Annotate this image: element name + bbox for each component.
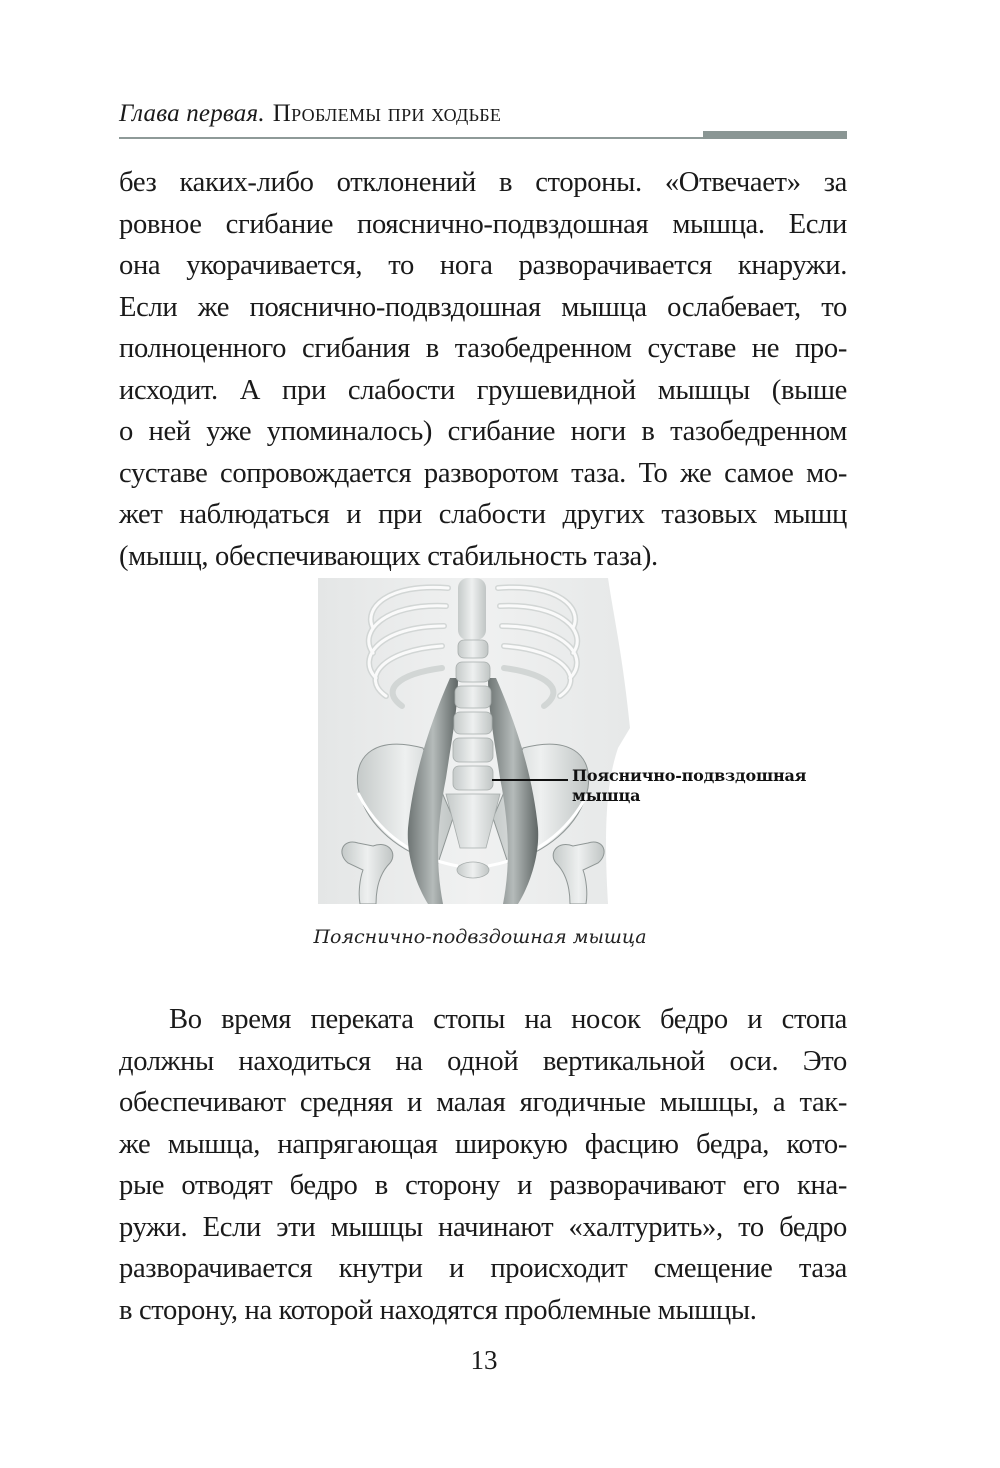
text-line: Во время переката стопы на носок бедро и стопа xyxy=(169,1004,847,1035)
callout-label-line-1: Пояснично-подвздошная xyxy=(572,766,807,785)
text-line: ружи. Если эти мышцы начинают «халтурить», то бедро xyxy=(119,1211,847,1243)
text-line: жет наблюдаться и при слабости других тазовых мышц xyxy=(119,499,847,530)
sternum xyxy=(458,578,486,640)
text-line: исходит. А при слабости грушевидной мышцы (выше xyxy=(119,374,847,406)
figure-caption: Пояснично-подвздошная мышца xyxy=(313,926,647,948)
text-line: ровное сгибание пояснично-подвздошная мышца. Если xyxy=(119,208,847,240)
callout-leader-line xyxy=(492,779,568,781)
text-line: разворачивается кнутри и происходит смещение таза xyxy=(119,1253,847,1284)
text-line: (мышц, обеспечивающих стабильность таза). xyxy=(119,540,658,572)
text-line: без каких-либо отклонений в стороны. «Отвечает» за xyxy=(119,167,847,198)
text-line: Если же пояснично-подвздошная мышца ослабевает, то xyxy=(119,291,847,323)
text-line: обеспечивают средняя и малая ягодичные мышцы, а так- xyxy=(119,1087,847,1118)
anatomy-figure xyxy=(318,578,630,904)
header-accent-bar xyxy=(703,131,847,139)
text-line: в сторону, на которой находятся проблемные мышцы. xyxy=(119,1294,757,1326)
psoas-anatomy-illustration xyxy=(318,578,630,904)
text-line: должны находиться на одной вертикальной оси. Это xyxy=(119,1045,847,1077)
figure-callout-label xyxy=(572,766,806,806)
text-line: же мышца, напрягающая широкую фасцию бедра, кото- xyxy=(119,1128,847,1160)
paragraph-2 xyxy=(119,999,847,1331)
text-line: полноценного сгибания в тазобедренном суставе не про- xyxy=(119,333,847,364)
paragraph-1 xyxy=(119,162,847,577)
text-line: она укорачивается, то нога разворачивается кнаружи. xyxy=(119,250,847,281)
text-line: о ней уже упоминалось) сгибание ноги в тазобедренном xyxy=(119,416,847,447)
section-title: Проблемы при ходьбе xyxy=(272,100,502,127)
callout-label-line-2: мышца xyxy=(572,786,641,805)
chapter-title: Глава первая. xyxy=(119,100,265,127)
text-line: рые отводят бедро в сторону и разворачивают его кна- xyxy=(119,1170,847,1201)
page-number: 13 xyxy=(470,1345,498,1375)
text-line: суставе сопровождается разворотом таза. То же самое мо- xyxy=(119,457,847,489)
